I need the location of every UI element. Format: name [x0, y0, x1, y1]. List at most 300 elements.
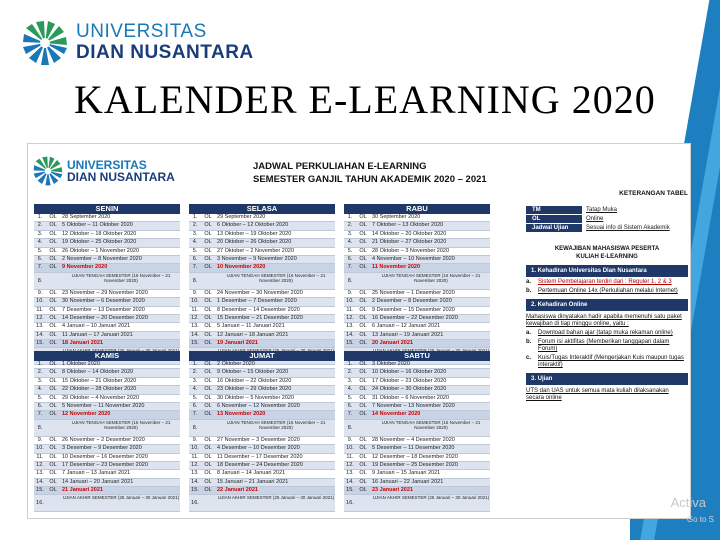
week-number: 7. [192, 264, 198, 271]
week-number: 1. [192, 361, 198, 367]
week-number: 9. [37, 289, 43, 296]
date-range: 26 Oktober – 1 November 2020 [62, 247, 140, 254]
week-number: 15. [191, 340, 199, 347]
session-type: OL [204, 331, 212, 338]
date-range: 2 Oktober 2020 [217, 361, 255, 367]
session-type: OL [49, 214, 57, 220]
table-row [34, 386, 180, 394]
table-row [344, 298, 490, 306]
session-type [201, 420, 215, 436]
date-range: 7 Oktober – 13 Oktober 2020 [372, 222, 444, 229]
date-range: 6 November – 12 November 2020 [217, 402, 300, 409]
session-type: OL [204, 298, 212, 305]
table-row [189, 369, 335, 377]
date-range: 24 Oktober – 30 Oktober 2020 [372, 386, 447, 393]
week-number: 13. [36, 323, 44, 330]
week-number: 2. [347, 222, 353, 229]
date-range: 9 Desember – 15 Desember 2020 [372, 306, 455, 313]
kewajiban-line-1: KEWAJIBAN MAHASISWA PESERTA [554, 246, 660, 252]
date-range: 7 Desember – 13 Desember 2020 [62, 306, 145, 313]
date-range: 6 Januari – 12 Januari 2021 [372, 323, 441, 330]
date-range: 9 November 2020 [62, 264, 108, 271]
session-type: OL [359, 369, 367, 376]
date-range: 2 Desember – 8 Desember 2020 [372, 298, 452, 305]
date-range: 23 November – 29 November 2020 [62, 289, 148, 296]
table-row [34, 420, 180, 437]
table-row [344, 420, 490, 437]
week-number: 3. [37, 377, 43, 384]
week-number: 14. [346, 331, 354, 338]
week-number: 3. [192, 230, 198, 237]
date-range: 23 Oktober – 29 Oktober 2020 [217, 386, 292, 393]
table-row [189, 239, 335, 247]
session-type: OL [204, 340, 212, 347]
day-header: RABU [344, 204, 490, 214]
session-type [201, 273, 215, 289]
week-number: 11. [346, 453, 354, 460]
date-range: UJIAN AKHIR SEMESTER (25 Januari – 30 Januari 2021) [217, 495, 335, 501]
session-type: OL [204, 445, 212, 452]
date-range: 10 November 2020 [217, 264, 266, 271]
week-number: 10. [36, 298, 44, 305]
session-type: OL [359, 222, 367, 229]
week-number: 16. [191, 500, 199, 507]
session-type: OL [359, 402, 367, 409]
table-row [344, 411, 490, 419]
table-row [34, 214, 180, 222]
day-header: JUMAT [189, 351, 335, 361]
session-type: OL [49, 402, 57, 409]
session-type [356, 273, 370, 289]
session-type: OL [49, 247, 57, 254]
section-kehadiran-online: 2. Kehadiran Online [526, 299, 688, 311]
session-type: OL [204, 487, 212, 494]
week-number: 8. [37, 277, 43, 284]
table-row [34, 403, 180, 411]
date-range: 7 November – 13 November 2020 [372, 402, 455, 409]
date-range: 9 Oktober – 15 Oktober 2020 [217, 369, 289, 376]
session-type [201, 495, 215, 511]
week-number: 11. [346, 306, 354, 313]
logo-line-2: DIAN NUSANTARA [76, 42, 254, 63]
table-row [34, 332, 180, 340]
date-range: 14 Desember – 20 Desember 2020 [62, 314, 148, 321]
week-number: 8. [192, 424, 198, 431]
week-number: 3. [347, 230, 353, 237]
date-range: 27 November – 3 Desember 2020 [217, 436, 300, 443]
session-type: OL [204, 214, 212, 220]
session-type: OL [359, 230, 367, 237]
table-row [189, 487, 335, 495]
keterangan-panel [526, 190, 688, 402]
table-row [344, 231, 490, 239]
session-type: OL [49, 222, 57, 229]
table-row [34, 395, 180, 403]
session-type: OL [359, 264, 367, 271]
item-text: Forum isi aktifitas (Memberikan tanggapan dalam Forum) [538, 339, 670, 352]
table-row [189, 273, 335, 290]
session-type: OL [204, 239, 212, 246]
university-logo [22, 20, 254, 66]
week-number: 16. [346, 500, 354, 507]
session-type: OL [359, 377, 367, 384]
table-row [34, 323, 180, 331]
date-range: 30 September 2020 [372, 214, 421, 220]
table-row [189, 378, 335, 386]
session-type: OL [359, 361, 367, 367]
table-row [344, 437, 490, 445]
week-number: 12. [346, 314, 354, 321]
table-row [344, 386, 490, 394]
date-range: 4 November – 10 November 2020 [372, 255, 455, 262]
week-number: 9. [37, 436, 43, 443]
session-type: OL [359, 394, 367, 401]
date-range: 13 Oktober – 19 Oktober 2020 [217, 230, 292, 237]
session-type: OL [49, 411, 57, 418]
session-type: OL [204, 222, 212, 229]
week-number: 1. [37, 361, 43, 367]
keterangan-row [526, 206, 688, 215]
table-row [189, 323, 335, 331]
date-range: 7 Januari – 13 Januari 2021 [62, 470, 131, 477]
week-number: 12. [191, 314, 199, 321]
session-type: OL [204, 394, 212, 401]
session-type: OL [49, 369, 57, 376]
session-type: OL [359, 386, 367, 393]
table-row [344, 403, 490, 411]
kewajiban-line-2: KULIAH E-LEARNING [576, 254, 638, 260]
date-range: 22 Oktober – 28 Oktober 2020 [62, 386, 137, 393]
session-type: OL [49, 331, 57, 338]
date-range: 13 November 2020 [217, 411, 266, 418]
date-range: 4 Januari – 10 Januari 2021 [62, 323, 131, 330]
date-range: 28 Oktober – 3 November 2020 [372, 247, 450, 254]
session-type: OL [204, 453, 212, 460]
day-header: SENIN [34, 204, 180, 214]
table-row [344, 273, 490, 290]
session-type: OL [204, 461, 212, 468]
table-row [34, 290, 180, 298]
date-range: UJIAN TENGAH SEMESTER (16 November – 21 November 2020) [71, 272, 171, 284]
date-range: 6 Oktober – 12 Oktober 2020 [217, 222, 289, 229]
week-number: 13. [36, 470, 44, 477]
table-row [189, 231, 335, 239]
week-number: 14. [191, 478, 199, 485]
session-type: OL [359, 445, 367, 452]
table-row [189, 248, 335, 256]
table-row [344, 332, 490, 340]
session-type: OL [204, 470, 212, 477]
session-type: OL [204, 230, 212, 237]
day-table-selasa [189, 204, 335, 365]
week-number: 2. [37, 222, 43, 229]
item-label: a. [526, 279, 532, 285]
table-row [344, 323, 490, 331]
page-title: KALENDER E-LEARNING 2020 [74, 77, 656, 122]
ujian-text: UTS dan UAS untuk semua mata kuliah dilaksanakan secara online [526, 388, 669, 401]
week-number: 6. [347, 402, 353, 409]
week-number: 15. [346, 487, 354, 494]
table-row [344, 470, 490, 478]
session-type: OL [359, 453, 367, 460]
session-type: OL [49, 239, 57, 246]
item-text: Sistem Pembelajaran terdiri dari : Reguler 1, 2 & 3 [538, 279, 672, 285]
session-type: OL [359, 478, 367, 485]
session-type: OL [49, 377, 57, 384]
week-number: 7. [37, 411, 43, 418]
session-type: OL [49, 445, 57, 452]
week-number: 6. [192, 255, 198, 262]
item-text: Kuis/Tugas Interaktif (Mengerjakan Kuis maupun tugas interaktif) [538, 355, 684, 368]
week-number: 5. [192, 394, 198, 401]
week-number: 5. [192, 247, 198, 254]
week-number: 8. [37, 424, 43, 431]
list-item [526, 339, 688, 353]
date-range: 5 Oktober – 11 Oktober 2020 [62, 222, 133, 229]
week-number: 12. [191, 461, 199, 468]
table-row [34, 369, 180, 377]
date-range: 18 Desember – 24 Desember 2020 [217, 461, 303, 468]
table-row [34, 462, 180, 470]
session-type: OL [49, 306, 57, 313]
document-logo [33, 156, 175, 186]
document-logo-line-1: UNIVERSITAS [67, 157, 147, 172]
week-number: 6. [37, 402, 43, 409]
week-number: 8. [192, 277, 198, 284]
date-range: 21 Oktober – 27 Oktober 2020 [372, 239, 447, 246]
schedule-document [27, 143, 691, 519]
session-type: OL [49, 323, 57, 330]
date-range: 10 Oktober – 16 Oktober 2020 [372, 369, 447, 376]
week-number: 2. [192, 369, 198, 376]
week-number: 7. [192, 411, 198, 418]
session-type: OL [359, 306, 367, 313]
heading-line-1: JADWAL PERKULIAHAN E-LEARNING [253, 161, 427, 172]
table-row [344, 307, 490, 315]
table-row [344, 256, 490, 264]
session-type: OL [359, 340, 367, 347]
table-row [344, 248, 490, 256]
date-range: 5 Desember – 11 Desember 2020 [372, 445, 455, 452]
session-type: OL [359, 323, 367, 330]
date-range: 16 Oktober – 22 Oktober 2020 [217, 377, 292, 384]
week-number: 7. [347, 264, 353, 271]
date-range: 25 November – 1 Desember 2020 [372, 289, 455, 296]
week-number: 3. [192, 377, 198, 384]
week-number: 9. [192, 436, 198, 443]
table-row [34, 264, 180, 272]
table-row [34, 256, 180, 264]
table-row [34, 239, 180, 247]
table-row [34, 340, 180, 348]
table-row [189, 420, 335, 437]
week-number: 6. [192, 402, 198, 409]
session-type: OL [359, 247, 367, 254]
table-row [34, 248, 180, 256]
brand-leaf-icon [33, 156, 63, 186]
table-row [189, 462, 335, 470]
session-type: OL [49, 436, 57, 443]
date-range: 1 Desember – 7 Desember 2020 [217, 298, 297, 305]
date-range: 29 Oktober – 4 November 2020 [62, 394, 140, 401]
date-range: 15 Januari – 21 Januari 2021 [217, 478, 289, 485]
session-type: OL [359, 436, 367, 443]
date-range: UJIAN TENGAH SEMESTER (16 November – 21 November 2020) [71, 419, 171, 431]
session-type: OL [204, 361, 212, 367]
week-number: 12. [36, 461, 44, 468]
session-type: OL [359, 239, 367, 246]
date-range: 12 November 2020 [62, 411, 111, 418]
session-type: OL [359, 214, 367, 220]
heading-line-2: SEMESTER GANJIL TAHUN AKADEMIK 2020 – 2021 [253, 174, 487, 185]
week-number: 3. [347, 377, 353, 384]
document-heading [253, 160, 487, 186]
table-row [189, 470, 335, 478]
session-type: OL [204, 377, 212, 384]
session-type: OL [359, 331, 367, 338]
date-range: 30 November – 6 Desember 2020 [62, 298, 145, 305]
keterangan-title: KETERANGAN TABEL [619, 190, 688, 197]
table-row [34, 495, 180, 512]
session-type: OL [359, 314, 367, 321]
session-type: OL [359, 411, 367, 418]
table-row [34, 470, 180, 478]
table-row [344, 462, 490, 470]
date-range: 14 Oktober – 20 Oktober 2020 [372, 230, 447, 237]
item-label: c. [526, 355, 532, 361]
week-number: 13. [346, 323, 354, 330]
table-row [189, 264, 335, 272]
date-range: 15 Oktober – 21 Oktober 2020 [62, 377, 137, 384]
session-type: OL [204, 255, 212, 262]
session-type: OL [49, 470, 57, 477]
week-number: 2. [192, 222, 198, 229]
session-type: OL [49, 461, 57, 468]
week-number: 15. [191, 487, 199, 494]
section-ujian: 3. Ujian [526, 373, 688, 385]
week-number: 12. [36, 314, 44, 321]
date-range: 17 Oktober – 23 Oktober 2020 [372, 377, 447, 384]
week-number: 10. [36, 445, 44, 452]
day-table-senin [34, 204, 180, 365]
week-number: 15. [36, 487, 44, 494]
session-type: OL [359, 255, 367, 262]
table-row [34, 273, 180, 290]
table-row [34, 487, 180, 495]
week-number: 11. [191, 306, 199, 313]
week-number: 6. [37, 255, 43, 262]
table-row [34, 307, 180, 315]
keterangan-key: Jadwal Ujian [526, 224, 582, 232]
keterangan-key: TM [526, 206, 582, 214]
session-type: OL [49, 453, 57, 460]
week-number: 10. [191, 445, 199, 452]
day-table-kamis [34, 351, 180, 512]
table-row [344, 378, 490, 386]
session-type: OL [49, 340, 57, 347]
day-header: KAMIS [34, 351, 180, 361]
item-label: a. [526, 330, 532, 336]
item-text: Download bahan ajar (tatap muka rekaman online) [538, 330, 673, 336]
date-range: 5 November – 11 November 2020 [62, 402, 145, 409]
week-number: 10. [191, 298, 199, 305]
week-number: 12. [346, 461, 354, 468]
date-range: 21 Januari 2021 [62, 487, 103, 494]
date-range: UJIAN AKHIR SEMESTER (25 Januari – 30 Januari 2021) [372, 495, 490, 501]
table-row [344, 369, 490, 377]
table-row [34, 361, 180, 369]
week-number: 5. [37, 394, 43, 401]
item-label: b. [526, 288, 532, 294]
session-type: OL [204, 386, 212, 393]
date-range: 2 November – 8 November 2020 [62, 255, 142, 262]
session-type: OL [49, 230, 57, 237]
week-number: 5. [37, 247, 43, 254]
date-range: 23 Januari 2021 [372, 487, 413, 494]
date-range: 19 Desember – 25 Desember 2020 [372, 461, 458, 468]
week-number: 9. [192, 289, 198, 296]
day-header: SELASA [189, 204, 335, 214]
session-type: OL [49, 289, 57, 296]
table-row [189, 340, 335, 348]
activation-watermark-sub: Go to S [686, 515, 714, 524]
session-type: OL [204, 289, 212, 296]
table-row [34, 437, 180, 445]
list-item [526, 330, 688, 337]
date-range: 22 Januari 2021 [217, 487, 258, 494]
table-row [189, 214, 335, 222]
session-type: OL [204, 314, 212, 321]
keterangan-table [526, 206, 688, 233]
week-number: 14. [36, 331, 44, 338]
date-range: UJIAN AKHIR SEMESTER (25 Januari – 30 Januari 2021) [62, 495, 180, 501]
table-row [34, 222, 180, 230]
item-text: Pertemuan Online 14x (Perkuliahan melalui Internet) [538, 288, 678, 294]
table-row [189, 445, 335, 453]
date-range: 12 Oktober – 18 Oktober 2020 [62, 230, 137, 237]
week-number: 7. [37, 264, 43, 271]
week-number: 4. [347, 386, 353, 393]
brand-leaf-icon [22, 20, 68, 66]
keterangan-value: Tatap Muka [586, 207, 618, 213]
list-item [526, 355, 688, 369]
date-range: 24 November – 30 November 2020 [217, 289, 303, 296]
date-range: 17 Desember – 23 Desember 2020 [62, 461, 148, 468]
week-number: 4. [192, 239, 198, 246]
keterangan-value: Online [586, 216, 604, 222]
table-row [344, 239, 490, 247]
session-type [46, 273, 60, 289]
week-number: 6. [347, 255, 353, 262]
week-number: 1. [37, 214, 43, 220]
date-range: 16 Januari – 22 Januari 2021 [372, 478, 444, 485]
week-number: 5. [347, 247, 353, 254]
section-kehadiran-universitas: 1. Kehadiran Universitas Dian Nusantara [526, 265, 688, 277]
document-logo-line-2: DIAN NUSANTARA [67, 169, 175, 184]
session-type: OL [49, 487, 57, 494]
week-number: 13. [346, 470, 354, 477]
day-header: SABTU [344, 351, 490, 361]
week-number: 4. [192, 386, 198, 393]
week-number: 9. [347, 289, 353, 296]
table-row [344, 479, 490, 487]
date-range: 31 Oktober – 6 November 2020 [372, 394, 450, 401]
date-range: 11 Januari – 17 Januari 2021 [62, 331, 133, 338]
date-range: 18 Januari 2021 [62, 340, 103, 347]
date-range: UJIAN TENGAH SEMESTER (16 November – 21 November 2020) [226, 419, 326, 431]
session-type: OL [49, 386, 57, 393]
table-row [189, 479, 335, 487]
